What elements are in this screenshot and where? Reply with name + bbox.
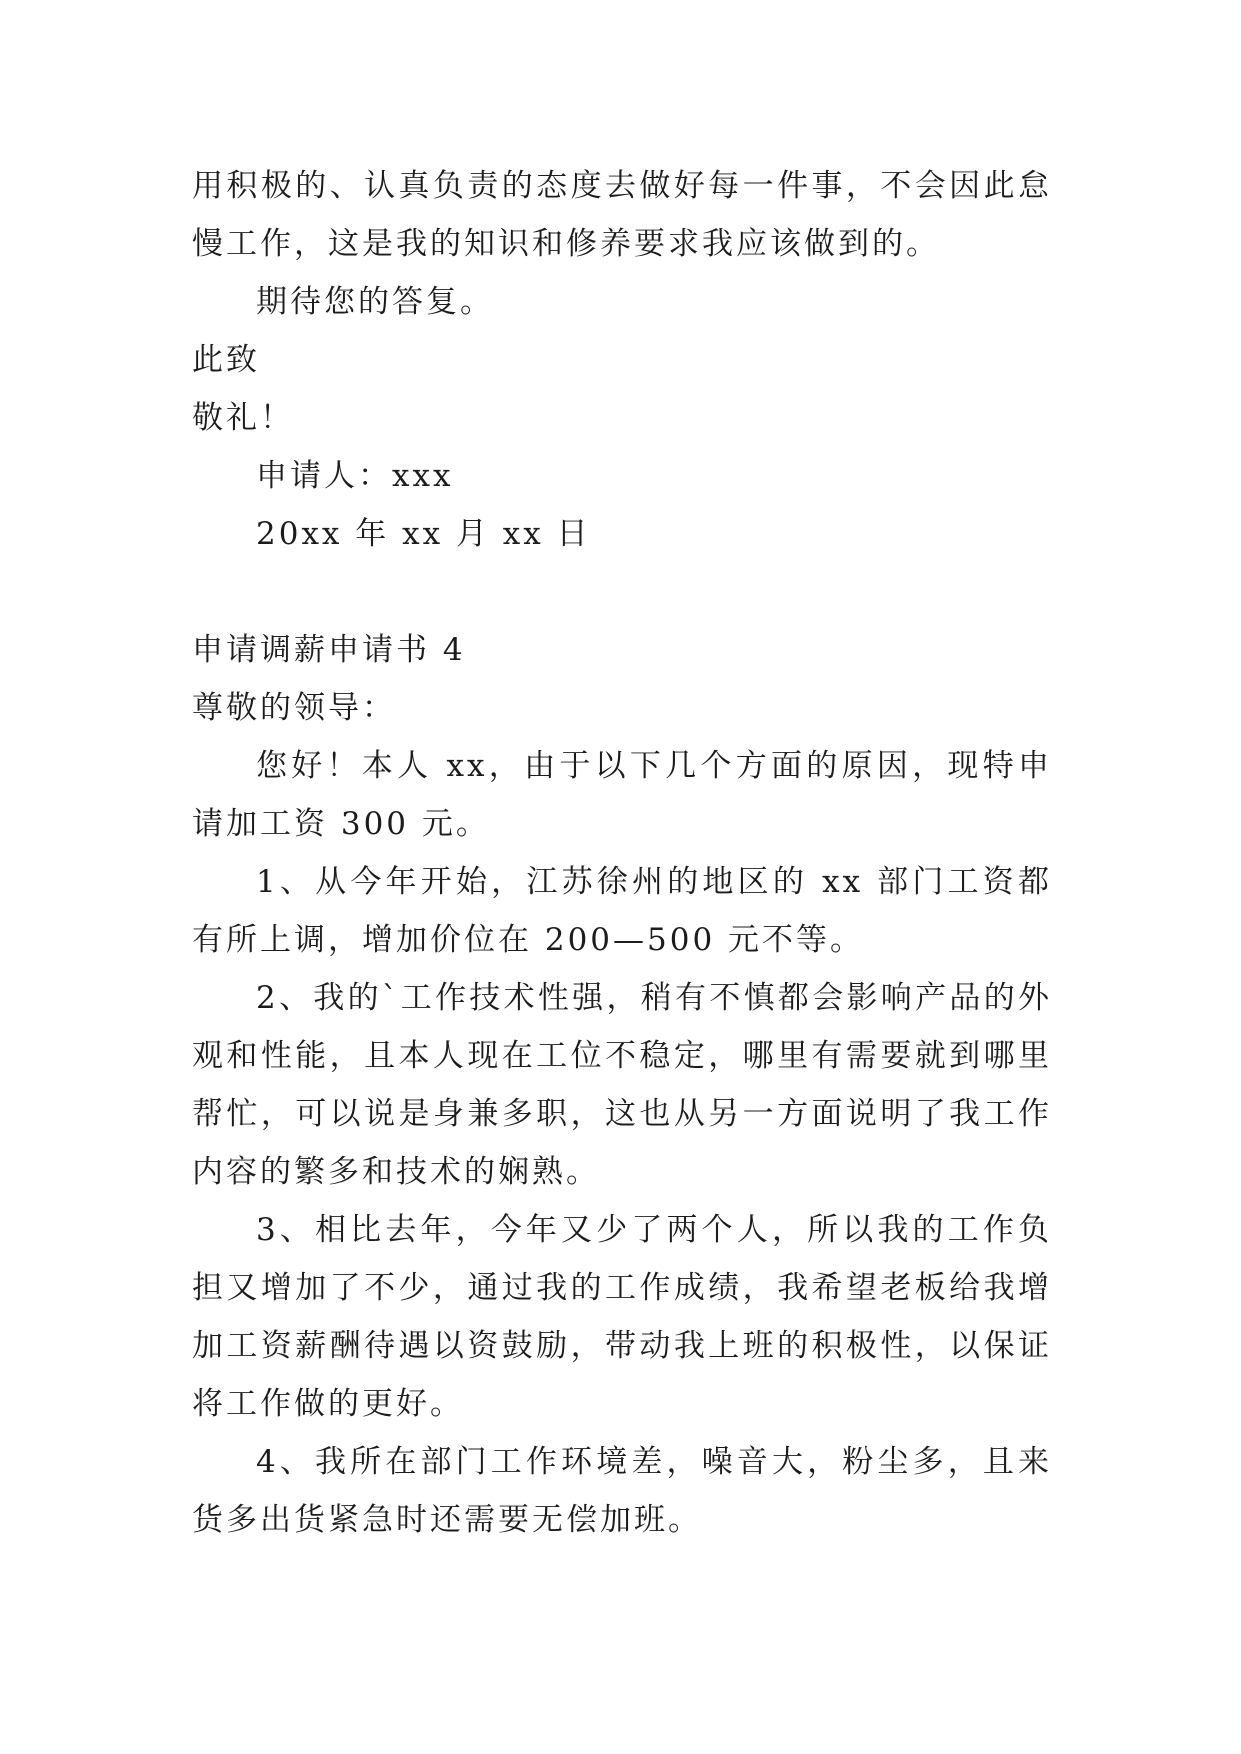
closing-line-2: 敬礼！: [192, 400, 294, 436]
applicant-line: 申请人：xxx: [256, 458, 454, 494]
paragraph-continuation: 用积极的、认真负责的态度去做好每一件事，不会因此怠慢工作，这是我的知识和修养要求我应该做到的。: [192, 168, 1052, 262]
document-body: [192, 157, 1052, 1549]
paragraph-item-4: 4、我所在部门工作环境差，噪音大，粉尘多，且来货多出货紧急时还需要无偿加班。: [192, 1444, 1052, 1538]
paragraph-intro: 您好！本人 xx，由于以下几个方面的原因，现特申请加工资 300 元。: [192, 748, 1052, 842]
section-title: 申请调薪申请书 4: [192, 632, 466, 668]
salutation: 尊敬的领导：: [192, 690, 396, 726]
paragraph-item-1: 1、从今年开始，江苏徐州的地区的 xx 部门工资都有所上调，增加价位在 200—500 元不等。: [192, 864, 1052, 958]
date-line: 20xx 年 xx 月 xx 日: [256, 516, 591, 552]
closing-line-1: 此致: [192, 342, 260, 378]
section-gap: [192, 563, 1052, 621]
paragraph-item-2: 2、我的`工作技术性强，稍有不慎都会影响产品的外观和性能，且本人现在工位不稳定，哪里有需要就到哪里帮忙，可以说是身兼多职，这也从另一方面说明了我工作内容的繁多和技术的娴熟。: [192, 980, 1052, 1190]
paragraph-item-3: 3、相比去年，今年又少了两个人，所以我的工作负担又增加了不少，通过我的工作成绩，我希望老板给我增加工资薪酬待遇以资鼓励，带动我上班的积极性，以保证将工作做的更好。: [192, 1212, 1052, 1422]
paragraph-expectation: 期待您的答复。: [256, 284, 494, 320]
